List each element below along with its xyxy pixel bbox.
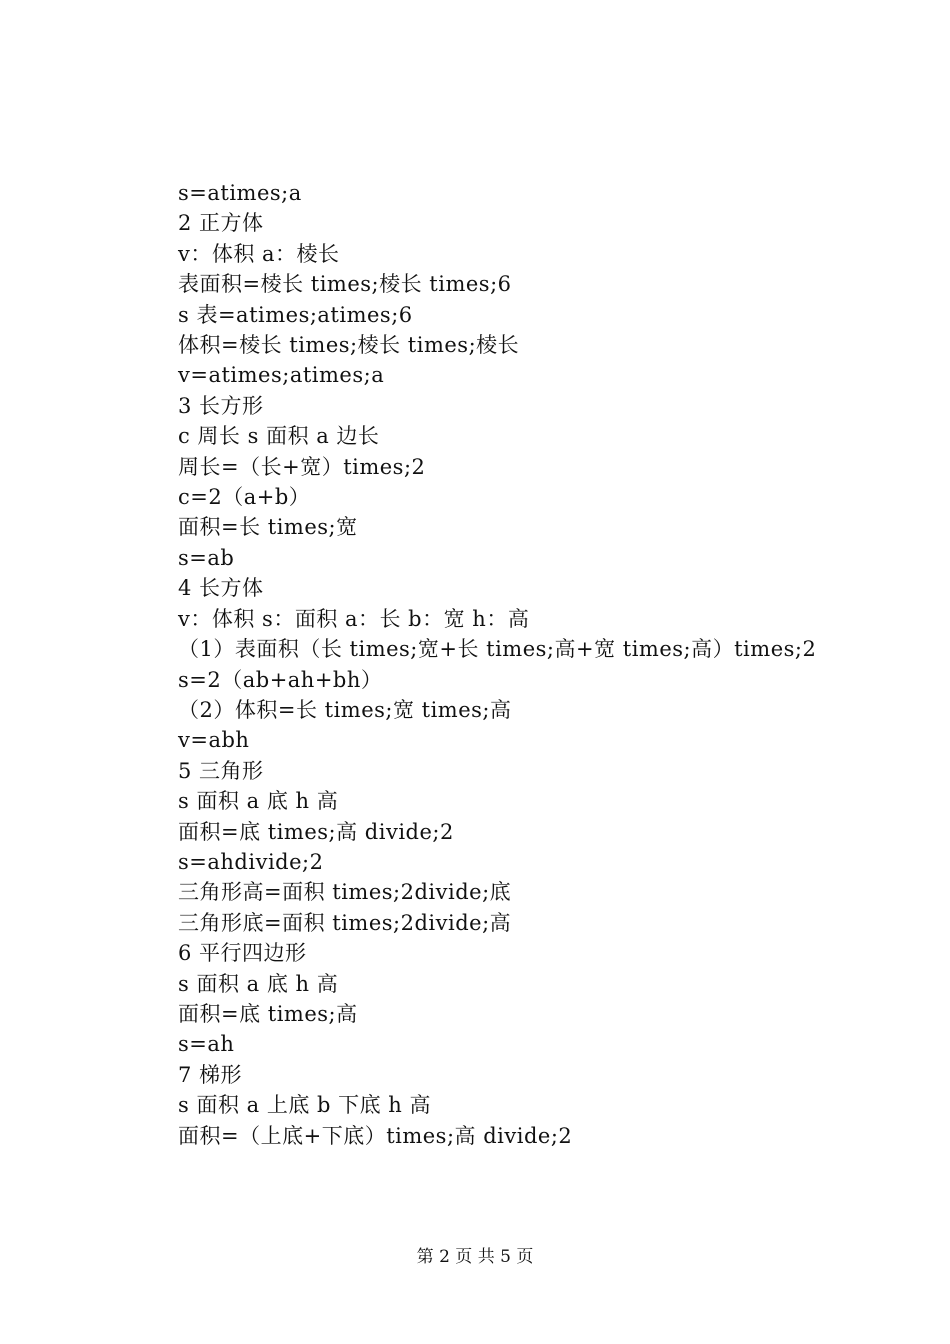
text-line: 面积=底 times;高 — [178, 1001, 358, 1026]
text-line: 周长=（长+宽）times;2 — [178, 454, 426, 479]
text-line: s=2（ab+ah+bh） — [178, 667, 383, 692]
text-line: s 面积 a 底 h 高 — [178, 789, 339, 814]
text-line: s 表=atimes;atimes;6 — [178, 302, 413, 327]
text-line: s=ah — [178, 1032, 235, 1057]
text-line: （2）体积=长 times;宽 times;高 — [178, 697, 512, 722]
text-line: 面积=（上底+下底）times;高 divide;2 — [178, 1123, 573, 1148]
section-heading: 4 长方体 — [178, 576, 264, 601]
section-heading: 3 长方形 — [178, 393, 264, 418]
text-line: v：体积 s：面积 a：长 b：宽 h：高 — [178, 606, 530, 631]
text-line: 面积=长 times;宽 — [178, 515, 358, 540]
text-line: s=atimes;a — [178, 181, 302, 205]
text-line: s=ab — [178, 545, 235, 570]
text-line: s 面积 a 底 h 高 — [178, 971, 339, 996]
text-line: v：体积 a：棱长 — [178, 241, 340, 266]
section-heading: 7 梯形 — [178, 1062, 243, 1087]
section-heading: 6 平行四边形 — [178, 941, 307, 966]
text-line: c=2（a+b） — [178, 485, 311, 510]
section-heading: 2 正方体 — [178, 211, 264, 236]
text-line: v=abh — [178, 728, 250, 753]
text-line: 三角形底=面积 times;2divide;高 — [178, 910, 512, 935]
text-line: 体积=棱长 times;棱长 times;棱长 — [178, 333, 520, 358]
section-heading: 5 三角形 — [178, 758, 264, 783]
text-line: c 周长 s 面积 a 边长 — [178, 424, 380, 449]
text-line: s=ahdivide;2 — [178, 849, 324, 874]
document-body — [130, 178, 830, 1151]
text-line: s 面积 a 上底 b 下底 h 高 — [178, 1093, 431, 1118]
wrapped-paragraph: （1）表面积（长 times;宽+长 times;高+宽 times;高）times;2 — [178, 637, 817, 662]
text-line: v=atimes;atimes;a — [178, 363, 385, 388]
text-line: 面积=底 times;高 divide;2 — [178, 819, 454, 844]
page-number-footer: 第 2 页 共 5 页 — [416, 1247, 534, 1267]
text-line: 表面积=棱长 times;棱长 times;6 — [178, 272, 512, 297]
text-line: 三角形高=面积 times;2divide;底 — [178, 880, 512, 905]
